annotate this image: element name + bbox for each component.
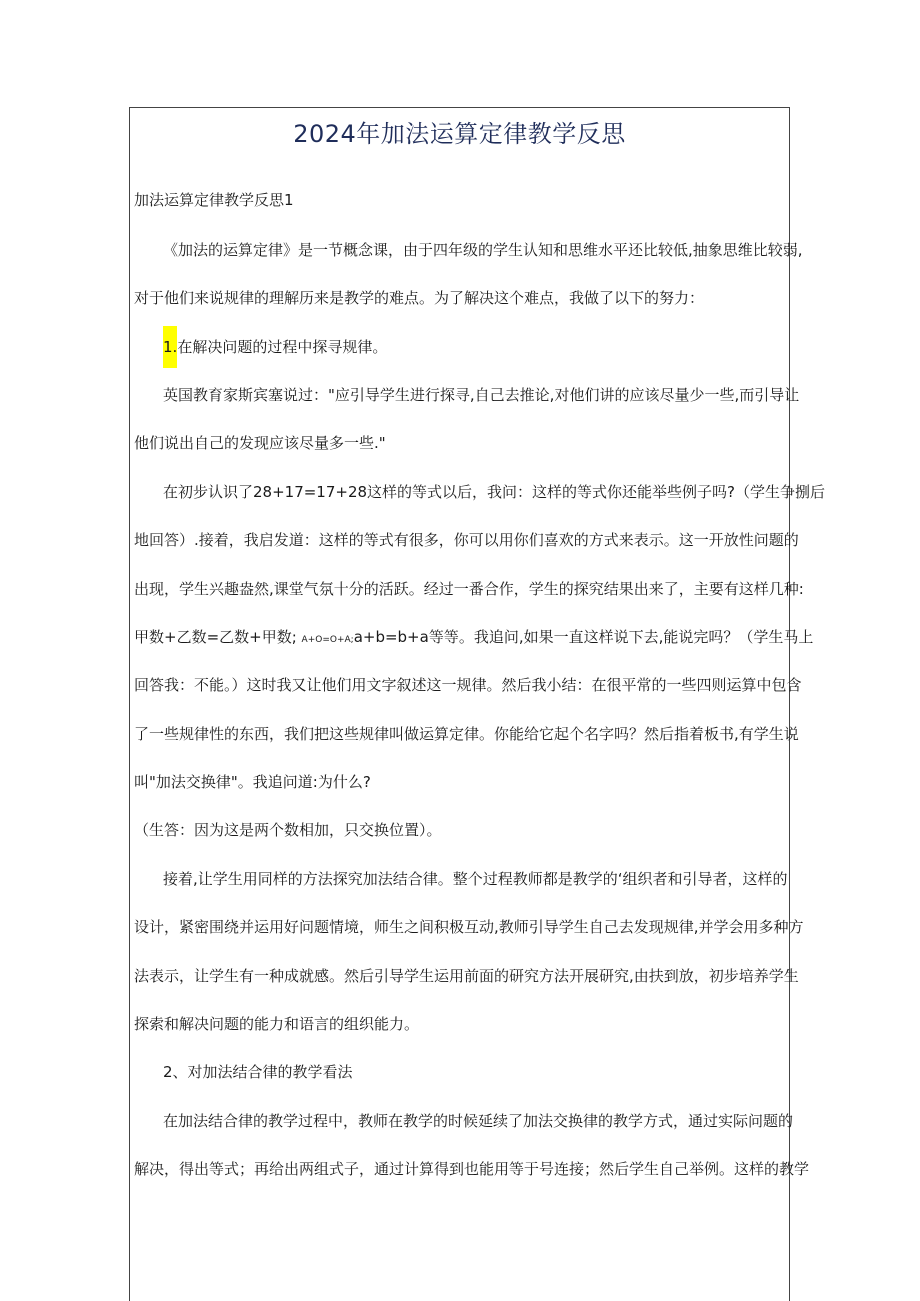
paragraph-line: 英国教育家斯宾塞说过："应引导学生进行探寻,自己去推论,对他们讲的应该尽量少一些,而引导让 (163, 386, 800, 404)
paragraph-line: 在初步认识了28+17=17+28这样的等式以后，我问：这样的等式你还能举些例子吗?（学生争捌后 (163, 483, 826, 501)
paragraph-line: 出现，学生兴趣盎然,课堂气氛十分的活跃。经过一番合作，学生的探究结果出来了，主要有这样几种: (134, 580, 804, 598)
paragraph-line: 在加法结合律的教学过程中，教师在教学的时候延续了加法交换律的教学方式，通过实际问题的 (163, 1112, 794, 1130)
paragraph-line: （生答：因为这是两个数相加，只交换位置）。 (134, 821, 442, 839)
formula-small: A+O=O+A; (301, 635, 354, 645)
paragraph-line: 解决，得出等式；再给出两组式子，通过计算得到也能用等于号连接；然后学生自己举例。这样的教学 (134, 1160, 810, 1178)
list-item-1 (163, 337, 786, 357)
highlight-marker: 1. (163, 326, 177, 368)
paragraph-line (134, 627, 814, 650)
formula-text: 甲数+乙数=乙数+甲数; (134, 628, 297, 646)
paragraph-line: 设计，紧密围绕并运用好问题情境，师生之间积极互动,教师引导学生自己去发现规律,并学会用多种方 (134, 918, 804, 936)
list-item-1-text: 在解决问题的过程中探寻规律。 (177, 338, 388, 356)
paragraph-line: 地回答）.接着，我启发道：这样的等式有很多，你可以用你们喜欢的方式来表示。这一开放性问题的 (134, 531, 799, 549)
document-title: 2024年加法运算定律教学反思 (293, 120, 626, 148)
paragraph-line: 回答我：不能。）这时我又让他们用文字叙述这一规律。然后我小结：在很平常的一些四则运算中包含 (134, 676, 802, 694)
paragraph-line: 探索和解决问题的能力和语言的组织能力。 (134, 1015, 420, 1033)
paragraph-line: 接着,让学生用同样的方法探究加法结合律。整个过程教师都是教学的‘组织者和引导者，这样的 (163, 870, 788, 888)
section-heading: 加法运算定律教学反思1 (134, 191, 294, 209)
paragraph-line: 叫"加法交换律"。我追问道:为什么? (134, 773, 371, 791)
paragraph-line: 了一些规律性的东西，我们把这些规律叫做运算定律。你能给它起个名字吗？然后指着板书,有学生说 (134, 725, 799, 743)
list-item-2: 2、对加法结合律的教学看法 (163, 1063, 353, 1081)
formula-text: a+b=b+a等等。我追问,如果一直这样说下去,能说完吗？（学生马上 (353, 628, 814, 646)
paragraph-line: 对于他们来说规律的理解历来是教学的难点。为了解决这个难点，我做了以下的努力： (134, 289, 705, 307)
paragraph-line: 他们说出自己的发现应该尽量多一些." (134, 434, 386, 452)
paragraph-line: 《加法的运算定律》是一节概念课，由于四年级的学生认知和思维水平还比较低,抽象思维比较弱, (163, 241, 803, 259)
paragraph-line: 法表示，让学生有一种成就感。然后引导学生运用前面的研究方法开展研究,由扶到放，初步培养学生 (134, 967, 799, 985)
